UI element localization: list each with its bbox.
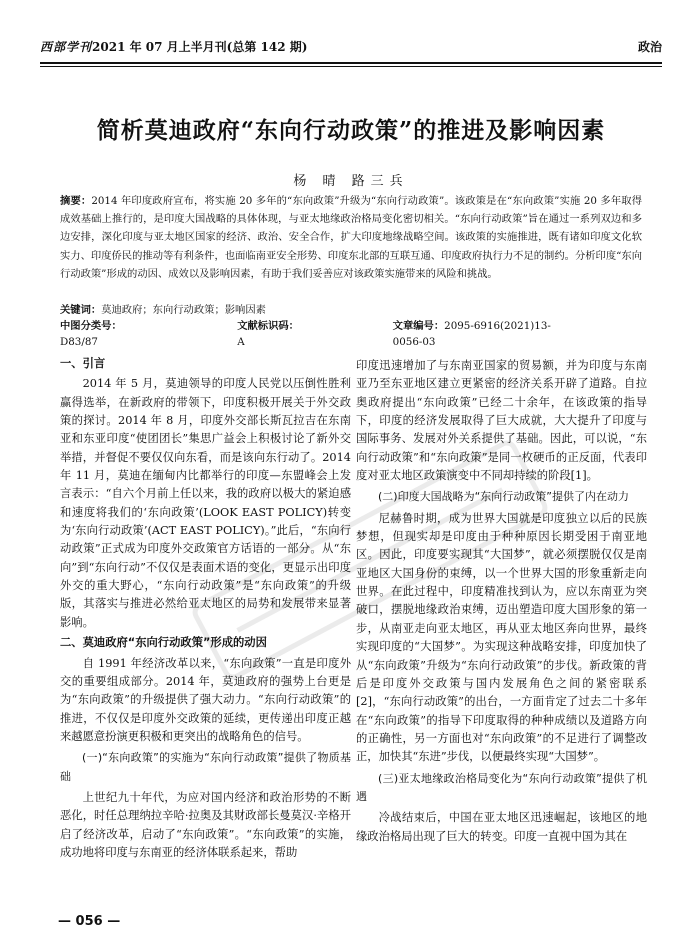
paragraph: 自 1991 年经济改革以来，“东向政策”一直是印度外交的重要组成部分。2014 年，莫迪政府的强势上台更是为“东向政策”的升级提供了强大动力。“东向行动政策”的推进，不仅仅是印度外交政策的延续，更传递出印度正越来越愿意扮演更积极和更突出的战略角色的信号。 (60, 656, 351, 743)
article-label: 文章编号： (392, 320, 445, 332)
running-header (40, 38, 662, 55)
right-column (356, 357, 647, 846)
article-meta (60, 302, 642, 350)
section-label: 政治 (637, 40, 662, 54)
section-heading-motives: 二、莫迪政府“东向行动政策”形成的动因 (60, 636, 267, 650)
header-rule (40, 62, 662, 64)
section-heading-intro: 一、引言 (60, 357, 106, 370)
keywords-text: 莫迪政府；东向行动政策；影响因素 (101, 304, 266, 316)
keywords-label: 关键词： (60, 304, 102, 316)
doc-code (237, 318, 330, 350)
paragraph: 冷战结束后，中国在亚太地区迅速崛起，该地区的地缘政治格局出现了巨大的转变。印度一直视中国为其在 (356, 811, 647, 843)
issue-info: 2021 年 07 月上半月刊(总第 142 期) (92, 40, 308, 54)
clc-value: D83/87 (60, 336, 98, 348)
paragraph: 印度迅速增加了与东南亚国家的贸易额，并为印度与东南亚乃至东亚地区建立更紧密的经济关系开辟了道路。自拉奥政府提出“东向政策”已经二十余年，在该政策的指导下，印度的经济发展取得了巨大成就，大大提升了印度与国际事务、发展对外关系提供了基础。因此，可以说，“东向行动政策”和“东向政策”是同一枚硬币的正反面，代表印度对亚太地区政策演变中不同却持续的阶段[1]。 (356, 359, 647, 483)
journal-issue (40, 38, 307, 55)
subsection-heading: (一)“东向政策”的实施为“东向行动政策”提供了物质基础 (60, 751, 351, 783)
paragraph: 2014 年 5 月，莫迪领导的印度人民党以压倒性胜利赢得选举，在新政府的带领下，印度积极开展关于外交政策的探讨。2014 年 8 月，印度外交部长斯瓦拉吉在东南亚和东亚印度“使团团长”集思广益会上积极讨论了新外交举措，并督促不要仅仅向东看，而是该向东行动了。2014 年 11 月，莫迪在缅甸内比都举行的印度—东盟峰会上发言表示：“自六个月前上任以来，我的政府以极大的紧迫感和速度将我们的‘东向政策’(LOOK EAST POLICY)转变为‘东向行动政策’(ACT EAST POLICY)。”此后，“东向行动政策”正式成为印度外交政策官方话语的一部分。从“东向”到“东向行动”不仅仅是表面术语的变化，更显示出印度外交的重大野心，“东向行动政策”是“东向政策”的升级版，其落实与推进必然给亚太地区的局势和发展带来显著影响。 (60, 377, 351, 629)
abstract (60, 192, 642, 283)
paragraph: 上世纪九十年代，为应对国内经济和政治形势的不断恶化，时任总理纳拉辛哈·拉奥及其财政部长曼莫汉·辛格开启了经济改革，启动了“东向政策”。“东向政策”的实施，成功地将印度与东南亚的经济体联系起来，帮助 (60, 790, 351, 859)
journal-brand: 西部学刊 (40, 40, 93, 54)
abstract-label: 摘要： (60, 195, 92, 207)
subsection-heading: (二)印度大国战略为“东向行动政策”提供了内在动力 (378, 490, 629, 504)
paragraph: 尼赫鲁时期，成为世界大国就是印度独立以后的民族梦想，但现实却是印度由于种种原因长期受困于南亚地区。因此，印度要实现其“大国梦”，就必须摆脱仅仅是南亚地区大国身份的束缚，以一个世界大国的形象重新走向世界。在此过程中，印度精准找到认为，应以东南亚为突破口，摆脱地缘政治束缚，迈出塑造印度大国形象的第一步，从南亚走向亚太地区，再从亚太地区奔向世界，最终实现印度的“大国梦”。为实现这种战略安排，印度加快了从“东向政策”升级为“东向行动政策”的步伐。新政策的背后是印度外交政策与国内发展角色之间的紧密联系[2]，“东向行动政策”的出台，一方面肯定了过去二十多年在“东向政策”的指导下印度取得的种种成绩以及道路方向的正确性，另一方面也对“东向政策”的不足进行了调整改正，加快其“东进”步伐，以便最终实现“大国梦”。 (356, 511, 647, 764)
doc-value: A (237, 336, 245, 348)
classification-row (60, 318, 642, 350)
header-rule-thin (40, 66, 662, 67)
subsection-heading: (三)亚太地缘政治格局变化为“东向行动政策”提供了机遇 (356, 771, 647, 803)
article-title: 简析莫迪政府“东向行动政策”的推进及影响因素 (96, 117, 606, 144)
abstract-text: 2014 年印度政府宣布，将实施 20 多年的“东向政策”升级为“东向行动政策”。该政策是在“东向政策”实施 20 多年取得成效基础上推行的，是印度大国战略的具体体现，与亚太地缘政治格局变化密切相关。“东向行动政策”旨在通过一系列双边和多边安排，深化印度与亚太地区国家的经济、政治、安全合作，扩大印度地缘战略空间。该政策的实施推进，既有诸如印度文化软实力、印度侨民的推动等有利条件，也面临南亚安全形势、印度东北部的互联互通、印度政府执行力不足的制约。分析印度“东向行动政策”形成的动因、成效以及影响因素，有助于我们妥善应对该政策实施带来的风险和挑战。 (60, 195, 643, 280)
keywords (60, 302, 642, 318)
clc-number (60, 318, 175, 350)
article-authors: 杨 晴 路三兵 (293, 174, 409, 189)
doc-label: 文献标识码： (237, 320, 299, 332)
left-column (60, 353, 351, 862)
article-value: 2095-6916(2021)13-0056-03 (392, 320, 551, 348)
page-number: — 056 — (58, 914, 121, 929)
clc-label: 中图分类号： (60, 320, 122, 332)
article-number (393, 318, 580, 350)
